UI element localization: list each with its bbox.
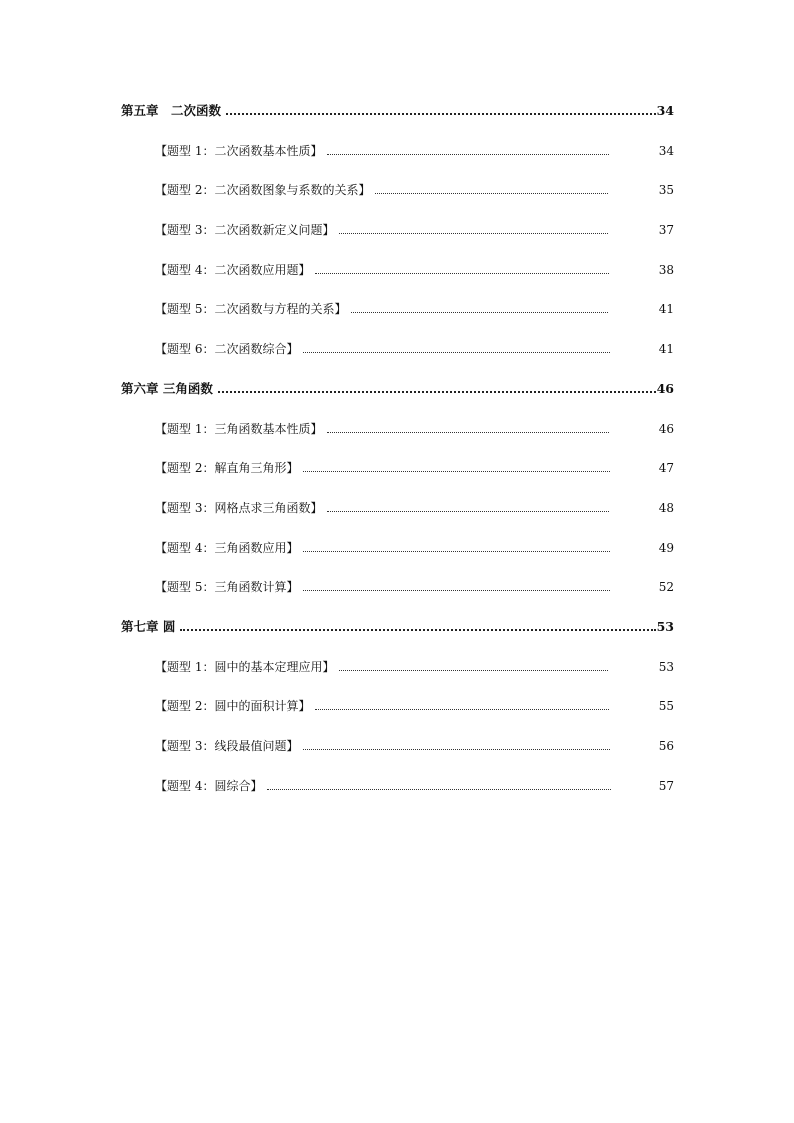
page-number: 53 [658, 659, 674, 674]
toc-entry[interactable] [121, 415, 674, 455]
page-number: 49 [658, 540, 674, 555]
toc-entry[interactable] [121, 534, 674, 574]
toc-entry[interactable] [121, 732, 674, 772]
dot-leader [375, 193, 608, 194]
page-number: 35 [658, 183, 674, 198]
toc-entry[interactable] [121, 772, 674, 812]
dot-leader [303, 471, 610, 472]
entry-title: 【题型 1：二次函数基本性质】 [155, 143, 323, 158]
chapter-title: 第六章 三角函数 [121, 380, 213, 396]
dot-leader [303, 352, 610, 353]
toc-entry[interactable] [121, 216, 674, 256]
dot-leader [226, 113, 656, 115]
toc-entry[interactable] [121, 256, 674, 296]
page-number: 48 [658, 500, 674, 515]
dot-leader [339, 233, 608, 234]
dot-leader [267, 789, 611, 790]
page-number: 55 [658, 699, 674, 714]
entry-title: 【题型 4：二次函数应用题】 [155, 262, 311, 277]
toc-entry[interactable] [121, 692, 674, 732]
entry-title: 【题型 6：二次函数综合】 [155, 342, 299, 357]
dot-leader [303, 749, 610, 750]
page-number: 41 [658, 302, 674, 317]
entry-title: 【题型 4：圆综合】 [155, 778, 263, 793]
page-number: 34 [658, 143, 674, 158]
page-number: 34 [656, 103, 674, 118]
page-number: 56 [658, 739, 674, 753]
page-number: 38 [658, 262, 674, 277]
dot-leader [315, 709, 609, 710]
toc-chapter[interactable] [121, 613, 674, 653]
dot-leader [180, 629, 655, 631]
toc-entry[interactable] [121, 454, 674, 494]
entry-title: 【题型 1：三角函数基本性质】 [155, 421, 323, 436]
toc-entry[interactable] [121, 573, 674, 613]
page-number: 37 [658, 223, 674, 238]
dot-leader [327, 154, 609, 155]
toc-entry[interactable] [121, 176, 674, 216]
entry-title: 【题型 3：线段最值问题】 [155, 739, 299, 753]
dot-leader [351, 312, 608, 313]
toc-entry[interactable] [121, 335, 674, 375]
dot-leader [303, 551, 610, 552]
page-number: 46 [656, 380, 674, 396]
toc-entry[interactable] [121, 295, 674, 335]
entry-title: 【题型 4：三角函数应用】 [155, 540, 299, 555]
dot-leader [339, 670, 608, 671]
entry-title: 【题型 2：二次函数图象与系数的关系】 [155, 183, 371, 198]
entry-title: 【题型 2：解直角三角形】 [155, 461, 299, 476]
entry-title: 【题型 3：网格点求三角函数】 [155, 500, 323, 515]
entry-title: 【题型 1：圆中的基本定理应用】 [155, 659, 335, 674]
dot-leader [303, 590, 610, 591]
entry-title: 【题型 5：二次函数与方程的关系】 [155, 302, 347, 317]
toc-entry[interactable] [121, 494, 674, 534]
entry-title: 【题型 3：二次函数新定义问题】 [155, 223, 335, 238]
page-number: 53 [656, 618, 674, 634]
entry-title: 【题型 2：圆中的面积计算】 [155, 699, 311, 714]
page-number: 57 [658, 778, 674, 793]
dot-leader [218, 391, 656, 393]
dot-leader [327, 511, 609, 512]
page-number: 41 [658, 342, 674, 357]
table-of-contents [121, 97, 674, 811]
page-number: 46 [658, 421, 674, 436]
entry-title: 【题型 5：三角函数计算】 [155, 580, 299, 595]
page-number: 52 [658, 580, 674, 595]
chapter-title: 第七章 圆 [121, 618, 176, 634]
dot-leader [315, 273, 609, 274]
page-number: 47 [658, 461, 674, 476]
toc-chapter[interactable] [121, 375, 674, 415]
toc-chapter[interactable] [121, 97, 674, 137]
dot-leader [327, 432, 609, 433]
chapter-title: 第五章 二次函数 [121, 103, 222, 118]
toc-entry[interactable] [121, 653, 674, 693]
toc-entry[interactable] [121, 137, 674, 177]
